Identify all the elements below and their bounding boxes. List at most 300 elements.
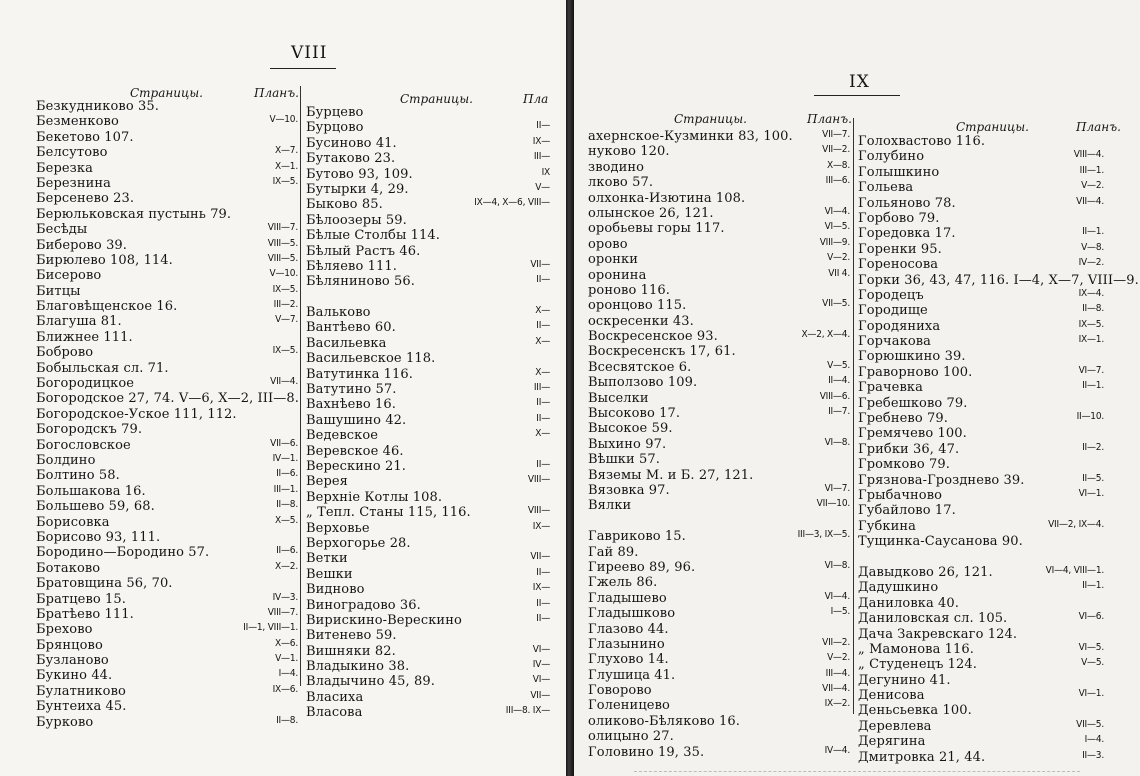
plan-reference: IX—4. xyxy=(1078,287,1104,299)
plan-reference: V—2. xyxy=(1081,180,1104,192)
place-name: Гребешково 79. xyxy=(858,395,968,411)
index-entry xyxy=(588,481,850,496)
place-name: Ближнее 111. xyxy=(36,329,133,345)
plan-reference: VII—2. xyxy=(822,144,850,156)
place-name: Высокое 59. xyxy=(588,421,673,437)
place-name: Битцы xyxy=(36,283,81,299)
plan-reference: II—1. xyxy=(1082,580,1104,592)
plan-reference: IV—1. xyxy=(272,452,298,464)
index-entry xyxy=(306,611,550,626)
index-entry xyxy=(588,696,850,714)
plan-reference: VII— xyxy=(530,689,550,701)
column-header: Страницы. xyxy=(130,86,203,100)
index-entry xyxy=(858,378,1104,396)
index-entry xyxy=(36,328,298,343)
index-entry xyxy=(858,132,1104,147)
index-entry xyxy=(588,450,850,468)
index-entry xyxy=(588,727,850,745)
place-name: Грачевка xyxy=(858,380,923,396)
place-name: Вязовка 97. xyxy=(588,482,670,498)
place-name: Высоково 17. xyxy=(588,406,681,422)
page-number: IX xyxy=(849,72,870,92)
index-entry xyxy=(36,174,298,189)
place-name: Бутырки 4, 29. xyxy=(306,181,409,197)
plan-reference: V—2. xyxy=(827,652,850,664)
place-name: Брехово xyxy=(36,622,93,638)
entries-column xyxy=(858,132,1139,765)
plan-reference: X—1. xyxy=(275,160,298,172)
index-entry xyxy=(306,272,550,290)
place-name: „ Тепл. Станы 115, 116. xyxy=(306,505,471,521)
index-entry xyxy=(36,359,298,374)
place-name: роново 116. xyxy=(588,282,670,298)
index-entry xyxy=(588,158,850,173)
place-name: Братовщина 56, 70. xyxy=(36,576,173,592)
index-entry xyxy=(36,112,298,130)
plan-reference: VII—5. xyxy=(822,298,850,310)
place-name: Ватутинка 116. xyxy=(306,366,414,382)
place-name: Горедовка 17. xyxy=(858,226,956,242)
index-entry xyxy=(36,528,298,543)
index-entry xyxy=(858,686,1104,704)
plan-reference: VI—4, VIII—1. xyxy=(1045,564,1104,576)
plan-reference: II—5. xyxy=(1082,472,1104,484)
plan-reference: VI—5. xyxy=(1078,641,1104,653)
index-entry xyxy=(306,626,550,644)
plan-reference: IX—2. xyxy=(824,698,850,710)
index-entry xyxy=(36,513,298,528)
place-name: зводино xyxy=(588,159,645,175)
place-name: Видново xyxy=(306,582,365,598)
plan-header: Планъ. xyxy=(1076,120,1121,134)
place-name: Глушица 41. xyxy=(588,667,676,683)
place-name: Бирюлево 108, 114. xyxy=(36,252,173,268)
index-entry xyxy=(588,127,850,142)
plan-reference: V—8. xyxy=(1081,241,1104,253)
plan-reference: II—1, VIII—1. xyxy=(243,622,298,634)
place-name: Владыкино 38. xyxy=(306,659,410,675)
plan-reference: VIII— xyxy=(527,505,550,517)
index-entry xyxy=(858,240,1104,255)
index-entry xyxy=(36,697,298,715)
index-entry xyxy=(306,488,550,503)
index-entry xyxy=(858,286,1104,301)
plan-reference: II— xyxy=(536,320,550,332)
index-entry xyxy=(858,486,1104,501)
plan-reference: II—3. xyxy=(1082,749,1104,761)
index-entry xyxy=(858,532,1104,550)
index-entry xyxy=(36,497,298,515)
plan-reference: IV—2. xyxy=(1078,257,1104,269)
plan-reference: X—7. xyxy=(275,145,298,157)
index-entry xyxy=(588,681,850,699)
place-name: Бѣлый Растъ 46. xyxy=(306,243,421,259)
index-entry xyxy=(36,451,298,466)
entries-column xyxy=(588,127,850,758)
plan-reference: IX—5. xyxy=(272,345,298,357)
place-name: Давыдково 26, 121. xyxy=(858,564,993,580)
index-entry xyxy=(306,672,550,690)
plan-reference: VII—7. xyxy=(822,129,850,140)
index-entry xyxy=(306,503,550,521)
index-entry xyxy=(36,236,298,251)
index-entry xyxy=(36,682,298,697)
place-name: Денисова xyxy=(858,688,925,704)
index-entry xyxy=(306,703,550,721)
place-name: Благуша 81. xyxy=(36,314,122,330)
index-entry xyxy=(36,343,298,361)
plan-reference: IX—5. xyxy=(272,175,298,187)
index-entry xyxy=(858,424,1104,442)
left-page xyxy=(0,0,566,776)
place-name: Бунтеиха 45. xyxy=(36,699,127,715)
place-name: Воскресенское 93. xyxy=(588,329,718,345)
plan-reference: VIII—4. xyxy=(1073,149,1104,161)
index-entry xyxy=(858,517,1104,532)
place-name: Богословское xyxy=(36,437,131,453)
place-name: Биберово 39. xyxy=(36,237,128,253)
index-entry xyxy=(858,548,1104,563)
index-entry xyxy=(306,442,550,457)
plan-reference: III—8. IX— xyxy=(505,705,550,717)
place-name: Гремячево 100. xyxy=(858,426,967,442)
plan-reference: VI—4. xyxy=(824,590,850,602)
plan-reference: X—2. xyxy=(275,560,298,572)
page-number: VIII xyxy=(291,43,328,63)
plan-reference: VI—1. xyxy=(1078,688,1104,700)
plan-reference: IV—4. xyxy=(824,744,850,756)
place-name: олынское 26, 121. xyxy=(588,205,714,221)
place-name: Выхино 97. xyxy=(588,436,667,452)
plan-reference: VI—8. xyxy=(824,436,850,448)
place-name: Глухово 14. xyxy=(588,652,669,668)
plan-reference: VIII— xyxy=(527,474,550,486)
plan-reference: IX— xyxy=(532,520,550,532)
plan-reference: III—4. xyxy=(825,667,850,679)
index-entry xyxy=(36,405,298,420)
place-name: Деревлева xyxy=(858,718,932,734)
plan-reference: VII—4. xyxy=(1076,195,1104,207)
plan-reference: X— xyxy=(535,366,550,378)
index-entry xyxy=(306,596,550,611)
place-name: Горенки 95. xyxy=(858,241,942,257)
index-entry xyxy=(306,103,550,118)
page-number-rule xyxy=(814,95,900,96)
index-entry xyxy=(858,440,1104,455)
place-name: Васильевское 118. xyxy=(306,351,436,367)
place-name: Берюльковская пустынь 79. xyxy=(36,206,232,222)
plan-reference: II— xyxy=(536,458,550,470)
index-entry xyxy=(36,436,298,451)
place-name: Бурцово xyxy=(306,120,364,136)
index-entry xyxy=(588,219,850,237)
place-name: Ветки xyxy=(306,551,348,567)
index-entry xyxy=(858,347,1104,365)
plan-reference: I—5. xyxy=(830,606,850,618)
place-name: Гай 89. xyxy=(588,544,639,560)
index-entry xyxy=(36,159,298,174)
place-name: Большакова 16. xyxy=(36,483,146,499)
place-name: Говорово xyxy=(588,683,652,699)
column-header: Страницы. xyxy=(400,92,473,106)
index-entry xyxy=(588,543,850,558)
index-entry xyxy=(36,605,298,620)
index-entry xyxy=(588,589,850,604)
index-entry xyxy=(306,180,550,195)
place-name: Воскресенскъ 17, 61. xyxy=(588,344,736,360)
index-entry xyxy=(858,178,1104,196)
place-name: Бурково xyxy=(36,714,94,730)
index-entry xyxy=(36,143,298,161)
index-entry xyxy=(858,701,1104,719)
place-name: Вѣшки 57. xyxy=(588,452,660,468)
column-header: Страницы. xyxy=(674,112,747,126)
plan-reference: V—10. xyxy=(269,114,298,126)
place-name: Берсенево 23. xyxy=(36,191,135,207)
index-entry xyxy=(36,312,298,330)
index-entry xyxy=(588,650,850,668)
plan-reference: II—1. xyxy=(1082,226,1104,238)
place-name: Головино 19, 35. xyxy=(588,744,705,760)
index-entry xyxy=(306,519,550,534)
place-name: „ Мамонова 116. xyxy=(858,641,975,657)
index-entry xyxy=(306,303,550,321)
index-entry xyxy=(858,363,1104,378)
index-entry xyxy=(306,657,550,675)
plan-reference: VI—7. xyxy=(824,482,850,494)
place-name: Вялки xyxy=(588,498,632,514)
place-name: Гольяново 78. xyxy=(858,195,956,211)
place-name: оронки xyxy=(588,252,639,268)
index-entry xyxy=(306,195,550,213)
plan-reference: V—1. xyxy=(275,653,298,665)
index-entry xyxy=(36,420,298,438)
index-entry xyxy=(306,580,550,598)
plan-reference: VIII—5. xyxy=(267,237,298,249)
place-name: Дерягина xyxy=(858,734,926,750)
index-entry xyxy=(858,163,1104,178)
index-entry xyxy=(858,394,1104,409)
page-number-rule xyxy=(270,68,336,69)
plan-reference: III—6. xyxy=(825,175,850,187)
plan-reference: V—5. xyxy=(827,359,850,371)
plan-reference: X—6. xyxy=(275,637,298,649)
plan-reference: II— xyxy=(536,412,550,424)
index-entry xyxy=(858,563,1104,578)
place-name: Богородицкое xyxy=(36,376,135,392)
plan-reference: II—10. xyxy=(1076,411,1104,423)
place-name: „ Студенецъ 124. xyxy=(858,657,978,673)
plan-reference: VI—5. xyxy=(824,221,850,233)
place-name: Даниловская сл. 105. xyxy=(858,611,1008,627)
place-name: Брянцово xyxy=(36,637,103,653)
plan-reference: V—7. xyxy=(275,314,298,326)
index-entry xyxy=(858,317,1104,332)
index-entry xyxy=(588,389,850,404)
index-entry xyxy=(588,296,850,314)
index-entry xyxy=(858,578,1104,596)
plan-reference: III— xyxy=(533,151,550,163)
place-name: Борисово 93, 111. xyxy=(36,529,161,545)
place-name: Городецъ xyxy=(858,287,924,303)
place-name: Ведевское xyxy=(306,428,379,444)
place-name: Верхніе Котлы 108. xyxy=(306,489,443,505)
plan-reference: IX— xyxy=(532,582,550,594)
place-name: оробьевы горы 117. xyxy=(588,221,725,237)
plan-reference: V— xyxy=(535,181,550,193)
index-entry xyxy=(858,655,1104,673)
index-entry xyxy=(36,543,298,561)
index-entry xyxy=(36,282,298,297)
plan-reference: VII—2. xyxy=(822,636,850,648)
place-name: Глазынино xyxy=(588,636,665,652)
column-divider xyxy=(300,86,301,686)
place-name: Вишняки 82. xyxy=(306,643,396,659)
index-entry xyxy=(36,559,298,574)
place-name: Грязнова-Грозднево 39. xyxy=(858,472,1025,488)
index-entry xyxy=(36,374,298,392)
place-name: Букино 44. xyxy=(36,668,113,684)
plan-reference: IV—3. xyxy=(272,591,298,603)
plan-reference: III—1. xyxy=(273,483,298,495)
plan-reference: V—2. xyxy=(827,252,850,264)
index-entry xyxy=(858,609,1104,627)
plan-reference: III—3, IX—5. xyxy=(797,529,850,541)
plan-reference: X— xyxy=(535,428,550,440)
plan-reference: X—8. xyxy=(827,159,850,171)
index-entry xyxy=(36,297,298,315)
index-entry xyxy=(306,257,550,272)
plan-reference: II— xyxy=(536,397,550,409)
index-entry xyxy=(306,288,550,303)
place-name: лково 57. xyxy=(588,175,654,191)
plan-reference: II— xyxy=(536,566,550,578)
index-entry xyxy=(306,226,550,244)
place-name: Громково 79. xyxy=(858,457,950,473)
plan-reference: II—6. xyxy=(276,545,298,557)
place-name: Дмитровка 21, 44. xyxy=(858,749,986,765)
place-name: Васильевка xyxy=(306,335,387,351)
plan-reference: II— xyxy=(536,120,550,132)
place-name: Выползово 109. xyxy=(588,375,698,391)
place-name: Власиха xyxy=(306,689,364,705)
place-name: Вахнѣево 16. xyxy=(306,397,396,413)
plan-reference: VII 4. xyxy=(828,267,850,279)
place-name: Большево 59, 68. xyxy=(36,499,155,515)
index-entry xyxy=(36,128,298,143)
plan-reference: VI—4. xyxy=(824,205,850,217)
index-entry xyxy=(588,573,850,591)
plan-reference: II—2. xyxy=(1082,441,1104,453)
index-entry xyxy=(306,242,550,257)
plan-reference: III—2. xyxy=(273,299,298,311)
index-entry xyxy=(306,565,550,580)
index-entry xyxy=(588,189,850,204)
plan-reference: VI—6. xyxy=(1078,611,1104,623)
place-name: Березнина xyxy=(36,175,111,191)
entries-column xyxy=(36,97,298,728)
plan-reference: II— xyxy=(536,612,550,624)
place-name: Борисовка xyxy=(36,514,110,530)
place-name: Выселки xyxy=(588,390,649,406)
index-entry xyxy=(588,204,850,219)
plan-reference: VI—7. xyxy=(1078,364,1104,376)
plan-reference: III— xyxy=(533,382,550,394)
index-entry xyxy=(36,466,298,484)
plan-reference: IX—5. xyxy=(1078,318,1104,330)
plan-reference: II—4. xyxy=(828,375,850,387)
place-name: Грибки 36, 47. xyxy=(858,441,960,457)
place-name: Верховье xyxy=(306,520,370,536)
plan-reference: II— xyxy=(536,597,550,609)
plan-reference: VIII—7. xyxy=(267,606,298,618)
place-name: Горбово 79. xyxy=(858,210,940,226)
index-entry xyxy=(588,281,850,296)
place-name: Гладышково xyxy=(588,606,676,622)
place-name: Вальково xyxy=(306,305,371,321)
place-name: Гавриково 15. xyxy=(588,529,686,545)
index-entry xyxy=(306,318,550,336)
place-name: Быково 85. xyxy=(306,197,383,213)
place-name: ахернское-Кузминки 83, 100. xyxy=(588,129,793,144)
index-entry xyxy=(306,395,550,413)
index-entry xyxy=(306,211,550,226)
place-name: Булатниково xyxy=(36,683,126,699)
place-name: Бѣляниново 56. xyxy=(306,274,416,290)
index-entry xyxy=(36,590,298,605)
place-name: Всесвятское 6. xyxy=(588,359,692,375)
index-entry xyxy=(588,327,850,345)
index-entry xyxy=(858,594,1104,609)
index-entry xyxy=(588,173,850,191)
index-entry xyxy=(36,666,298,684)
index-entry xyxy=(36,620,298,638)
index-entry xyxy=(858,255,1104,273)
index-entry xyxy=(858,501,1104,519)
place-name: Городяниха xyxy=(858,318,941,334)
index-entry xyxy=(36,220,298,238)
plan-reference: X— xyxy=(535,305,550,317)
index-entry xyxy=(588,435,850,450)
place-name: Даниловка 40. xyxy=(858,595,960,611)
index-entry xyxy=(306,149,550,167)
place-name: Городище xyxy=(858,303,928,319)
place-name: Гладышево xyxy=(588,590,667,606)
place-name: Деньсьевка 100. xyxy=(858,703,972,719)
place-name: оскресенки 43. xyxy=(588,313,694,329)
right-page xyxy=(574,0,1140,776)
index-entry xyxy=(858,455,1104,473)
index-entry xyxy=(36,97,298,112)
index-entry xyxy=(588,558,850,573)
index-entry xyxy=(588,712,850,727)
place-name: Бѣлоозеры 59. xyxy=(306,212,407,228)
plan-reference: VIII—5. xyxy=(267,252,298,264)
plan-reference: VI— xyxy=(532,674,550,686)
index-entry xyxy=(306,134,550,149)
plan-reference: VII—4. xyxy=(822,683,850,695)
index-entry xyxy=(588,419,850,437)
place-name: Бусиново 41. xyxy=(306,135,397,151)
plan-reference: II—8. xyxy=(276,714,298,726)
index-entry xyxy=(588,404,850,422)
plan-reference: II—6. xyxy=(276,468,298,480)
place-name: Боброво xyxy=(36,345,94,361)
index-entry xyxy=(588,358,850,373)
plan-reference: X—5. xyxy=(275,514,298,526)
place-name: Вантѣево 60. xyxy=(306,320,396,336)
place-name: Гореносова xyxy=(858,257,939,273)
